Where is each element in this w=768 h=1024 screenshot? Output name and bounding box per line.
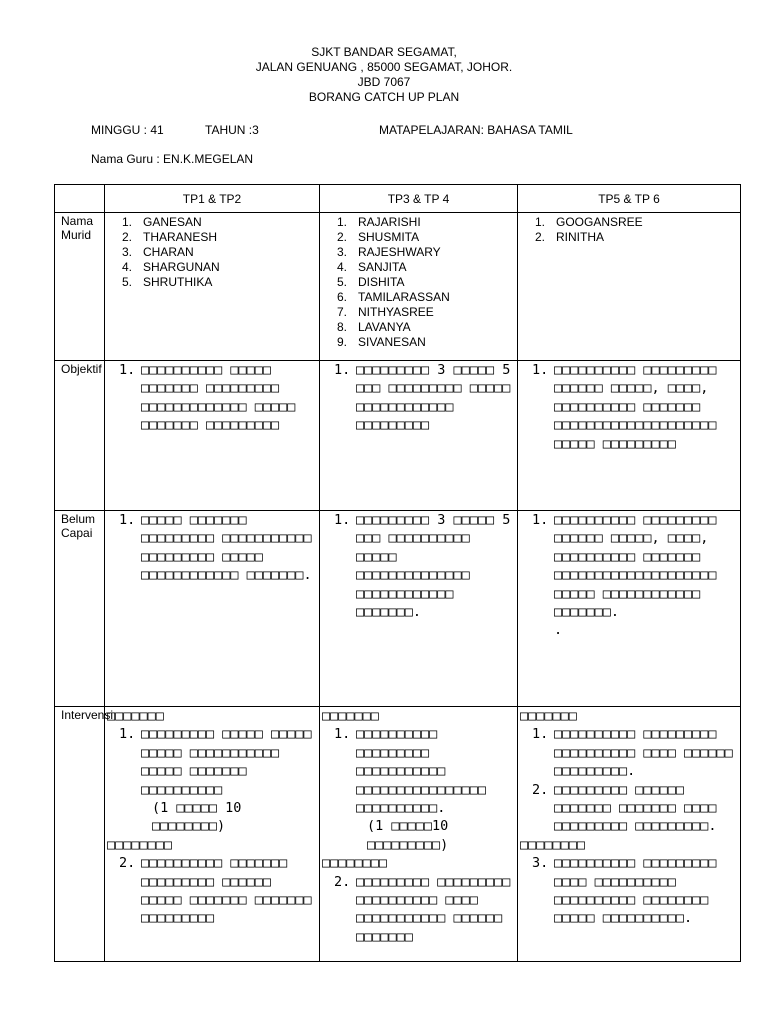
- intervensi-note: (1 □□□□□ 10 □□□□□□□□): [152, 800, 242, 835]
- student-name: 3. RAJESHWARY: [337, 245, 441, 259]
- student-name: 8. LAVANYA: [337, 320, 411, 334]
- column-header-blank: [55, 185, 105, 213]
- objektif-text: □□□□□□□□□□ □□□□□ □□□□□□□ □□□□□□□□□ □□□□□□□□□□□□□ □□□□□ □□□□□□□ □□□□□□□□□: [141, 362, 296, 434]
- row-objektif: [55, 361, 741, 511]
- form-title: BORANG CATCH UP PLAN: [308, 90, 460, 104]
- intervensi-item: □□□□□□□□□□ □□□□□□□□□ □□□□□□□□□□□ □□□□□□□□□□□□□□□□ □□□□□□□□□□.: [356, 726, 487, 817]
- belum-capai-tp5-tp6: 1. □□□□□□□□□□ □□□□□□□□□ □□□□□□ □□□□□, □□□□, □□□□□□□□□□ □□□□□□□ □□□□□□□□□□□□□□□□□□□□ □□□□□ □□□□□□□□□□□□ □□□□□□□. .: [518, 511, 741, 707]
- school-code: JBD 7067: [357, 75, 411, 89]
- belum-capai-tp1-tp2: 1. □□□□□ □□□□□□□ □□□□□□□□□ □□□□□□□□□□□ □□□□□□□□□ □□□□□ □□□□□□□□□□□□ □□□□□□□.: [105, 511, 320, 707]
- row-belum-capai: [55, 511, 741, 707]
- student-name: 1. RAJARISHI: [337, 215, 421, 229]
- minggu-field: MINGGU : 41: [91, 123, 164, 137]
- intervensi-item: □□□□□□□□□ □□□□□□□□□ □□□□□□□□□□ □□□□ □□□□□□□□□□□ □□□□□□ □□□□□□□: [356, 873, 511, 945]
- intervensi-item: □□□□□□□□□□ □□□□□□□□□ □□□□□□□□□□ □□□□ □□□□□□ □□□□□□□□□.: [554, 726, 733, 780]
- document-header: [0, 45, 768, 105]
- column-header-tp3-tp4: TP3 & TP 4: [320, 185, 518, 213]
- objektif-text: □□□□□□□□□□ □□□□□□□□□ □□□□□□ □□□□□, □□□□, □□□□□□□□□□ □□□□□□□ □□□□□□□□□□□□□□□□□□□□ □□□□□ □□□□□□□□□: [554, 362, 717, 452]
- intervensi-heading: □□□□□□□: [107, 708, 164, 724]
- objektif-text: □□□□□□□□□ 3 □□□□□ 5 □□□ □□□□□□□□□ □□□□□ □□□□□□□□□□□□ □□□□□□□□□: [356, 362, 511, 434]
- matapelajaran-field: MATAPELAJARAN: BAHASA TAMIL: [379, 123, 573, 137]
- intervensi-item: □□□□□□□□□ □□□□□□ □□□□□□□ □□□□□□□ □□□□ □□□□□□□□□ □□□□□□□□□.: [554, 781, 717, 835]
- student-list-tp1-tp2: [105, 213, 320, 361]
- student-list-tp5-tp6: [518, 213, 741, 361]
- row-label: Intervensi: [55, 707, 105, 962]
- student-name: 9. SIVANESAN: [337, 335, 426, 349]
- student-name: 6. TAMILARASSAN: [337, 290, 450, 304]
- row-nama-murid: [55, 213, 741, 361]
- tahun-field: TAHUN :3: [205, 123, 259, 137]
- row-intervensi: [55, 707, 741, 962]
- intervensi-item: □□□□□□□□□□ □□□□□□□ □□□□□□□□□ □□□□□□ □□□□□ □□□□□□□ □□□□□□□ □□□□□□□□□: [141, 855, 312, 927]
- student-name: 7. NITHYASREE: [337, 305, 434, 319]
- intervensi-heading: □□□□□□□□: [322, 855, 388, 872]
- row-label: Objektif: [55, 361, 105, 511]
- intervensi-heading: □□□□□□□: [520, 708, 577, 724]
- intervensi-tp5-tp6: □□□□□□□ 1. □□□□□□□□□□ □□□□□□□□□ □□□□□□□□□□ □□□□ □□□□□□ □□□□□□□□□. 2. □□□□□□□□□ □□□□□□ □□□□□□□ □□□□□□□ □□□□ □□□□□□□□□ □□□□□□□□□. □□□□□□□□ 3. □□□□□□□□□□ □□□□□□□□□ □□□□ □□□□□□□□□□ □□□□□□□□□□ □□□□□□□□ □□□□□ □□□□□□□□□□.: [518, 707, 741, 962]
- intervensi-item: □□□□□□□□□□ □□□□□□□□□ □□□□ □□□□□□□□□□ □□□□□□□□□□ □□□□□□□□ □□□□□ □□□□□□□□□□.: [554, 855, 717, 927]
- catch-up-plan-table: [54, 184, 741, 962]
- belum-capai-text: □□□□□ □□□□□□□ □□□□□□□□□ □□□□□□□□□□□ □□□□□□□□□ □□□□□ □□□□□□□□□□□□ □□□□□□□.: [141, 512, 312, 584]
- table-header-row: [55, 185, 741, 213]
- belum-capai-text: □□□□□□□□□ 3 □□□□□ 5 □□□ □□□□□□□□□□ □□□□□ □□□□□□□□□□□□□□ □□□□□□□□□□□□ □□□□□□□.: [356, 512, 511, 621]
- intervensi-heading: □□□□□□□□: [107, 836, 173, 853]
- objektif-tp1-tp2: 1. □□□□□□□□□□ □□□□□ □□□□□□□ □□□□□□□□□ □□□□□□□□□□□□□ □□□□□ □□□□□□□ □□□□□□□□□: [105, 361, 320, 511]
- intervensi-tp3-tp4: □□□□□□□ 1. □□□□□□□□□□ □□□□□□□□□ □□□□□□□□□□□ □□□□□□□□□□□□□□□□ □□□□□□□□□□. (1 □□□□□10 □□□□□□□□□) □□□□□□□□ 2. □□□□□□□□□ □□□□□□□□□ □□□□□□□□□□ □□□□ □□□□□□□□□□□ □□□□□□ □□□□□□□: [320, 707, 518, 962]
- intervensi-tp1-tp2: □□□□□□□ 1. □□□□□□□□□ □□□□□ □□□□□ □□□□□ □□□□□□□□□□□ □□□□□ □□□□□□□ □□□□□□□□□□ (1 □□□□□ 10 □□□□□□□□) □□□□□□□□ 2. □□□□□□□□□□ □□□□□□□ □□□□□□□□□ □□□□□□ □□□□□ □□□□□□□ □□□□□□□ □□□□□□□□□: [105, 707, 320, 962]
- belum-capai-text: □□□□□□□□□□ □□□□□□□□□ □□□□□□ □□□□□, □□□□, □□□□□□□□□□ □□□□□□□ □□□□□□□□□□□□□□□□□□□□ □□□□□ □□□□□□□□□□□□ □□□□□□□.: [554, 512, 717, 621]
- belum-capai-tp3-tp4: 1. □□□□□□□□□ 3 □□□□□ 5 □□□ □□□□□□□□□□ □□□□□ □□□□□□□□□□□□□□ □□□□□□□□□□□□ □□□□□□□.: [320, 511, 518, 707]
- student-name: 2. THARANESH: [122, 230, 218, 244]
- student-name: 4. SANJITA: [337, 260, 407, 274]
- row-label: Nama Murid: [55, 213, 105, 361]
- objektif-tp5-tp6: 1. □□□□□□□□□□ □□□□□□□□□ □□□□□□ □□□□□, □□□□, □□□□□□□□□□ □□□□□□□ □□□□□□□□□□□□□□□□□□□□ □□□□□ □□□□□□□□□: [518, 361, 741, 511]
- teacher-name: Nama Guru : EN.K.MEGELAN: [91, 152, 254, 166]
- objektif-tp3-tp4: 1. □□□□□□□□□ 3 □□□□□ 5 □□□ □□□□□□□□□ □□□□□ □□□□□□□□□□□□ □□□□□□□□□: [320, 361, 518, 511]
- student-name: 5. SHRUTHIKA: [122, 275, 213, 289]
- student-name: 5. DISHITA: [337, 275, 405, 289]
- school-address: JALAN GENUANG , 85000 SEGAMAT, JOHOR.: [255, 60, 513, 74]
- student-list-tp3-tp4: [320, 213, 518, 361]
- student-name: 1. GANESAN: [122, 215, 202, 229]
- column-header-tp5-tp6: TP5 & TP 6: [518, 185, 741, 213]
- intervensi-note: (1 □□□□□10 □□□□□□□□□): [367, 818, 449, 853]
- belum-capai-extra: .: [554, 622, 563, 639]
- intervensi-heading: □□□□□□□□: [520, 836, 586, 853]
- intervensi-item: □□□□□□□□□ □□□□□ □□□□□ □□□□□ □□□□□□□□□□□ □□□□□ □□□□□□□ □□□□□□□□□□: [141, 726, 312, 798]
- student-name: 3. CHARAN: [122, 245, 194, 259]
- student-name: 2. RINITHA: [535, 230, 604, 244]
- school-name: SJKT BANDAR SEGAMAT,: [311, 45, 457, 59]
- student-name: 4. SHARGUNAN: [122, 260, 220, 274]
- student-name: 1. GOOGANSREE: [535, 215, 643, 229]
- student-name: 2. SHUSMITA: [337, 230, 420, 244]
- row-label: Belum Capai: [55, 511, 105, 707]
- column-header-tp1-tp2: TP1 & TP2: [105, 185, 320, 213]
- intervensi-heading: □□□□□□□: [322, 708, 379, 724]
